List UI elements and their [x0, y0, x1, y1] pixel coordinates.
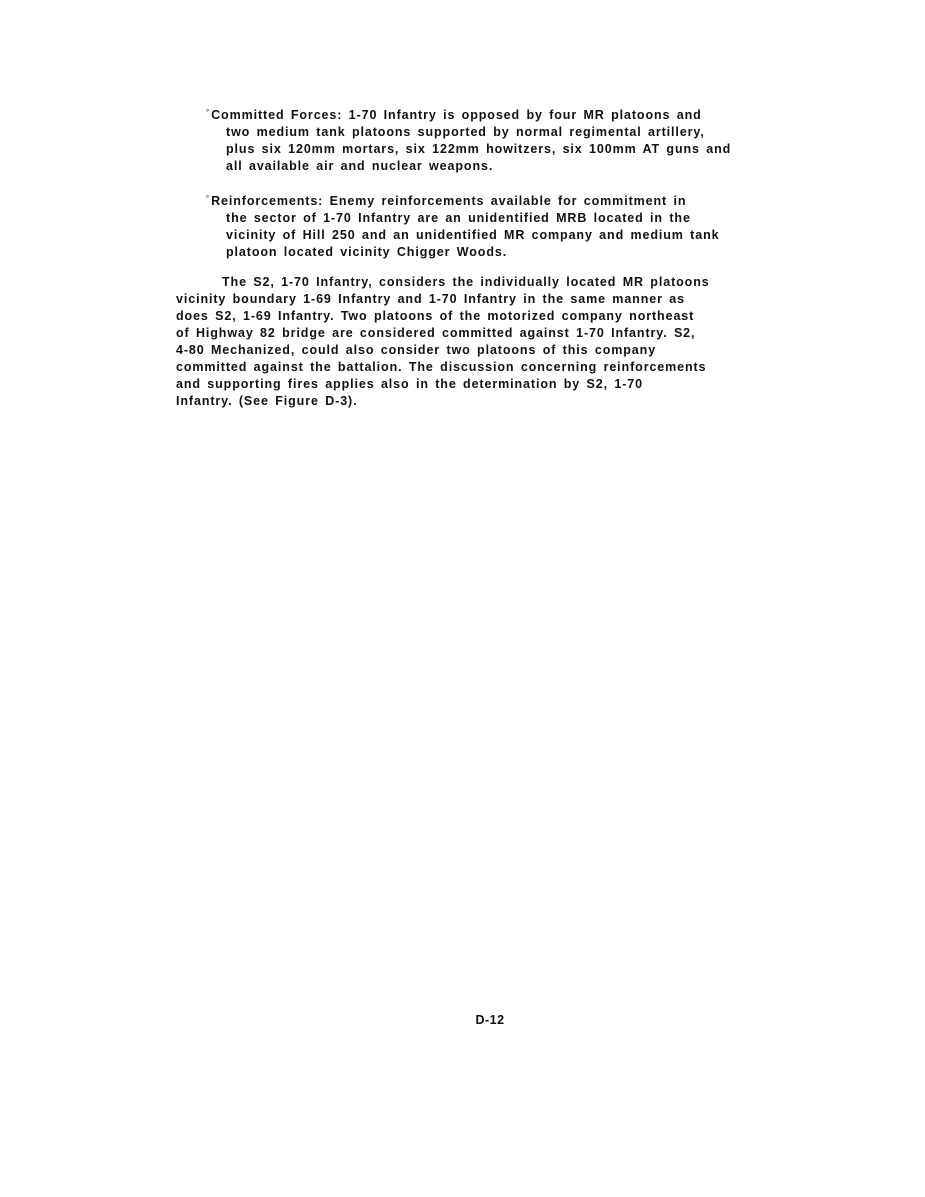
- paragraph-line: vicinity boundary 1-69 Infantry and 1-70 Infantry in the same manner as: [176, 292, 685, 306]
- bullet-reinforcements: [206, 190, 786, 261]
- paragraph-line: Infantry. (See Figure D-3).: [176, 394, 358, 408]
- degree-marker: °: [206, 194, 211, 203]
- paragraph-line: of Highway 82 bridge are considered committed against 1-70 Infantry. S2,: [176, 326, 696, 340]
- bullet-text: Committed Forces: 1-70 Infantry is opposed by four MR platoons and: [211, 108, 702, 122]
- bullet-line: two medium tank platoons supported by normal regimental artillery,: [226, 125, 705, 139]
- paragraph-line: 4-80 Mechanized, could also consider two platoons of this company: [176, 343, 657, 357]
- bullet-line: [206, 190, 786, 210]
- degree-marker: °: [206, 108, 211, 117]
- bullet-line: [206, 104, 786, 124]
- body-paragraph: [176, 274, 796, 410]
- bullet-line: all available air and nuclear weapons.: [226, 159, 494, 173]
- bullet-text: Reinforcements: Enemy reinforcements available for commitment in: [211, 194, 687, 208]
- bullet-line: plus six 120mm mortars, six 122mm howitzers, six 100mm AT guns and: [226, 142, 732, 156]
- paragraph-line: does S2, 1-69 Infantry. Two platoons of the motorized company northeast: [176, 309, 695, 323]
- bullet-committed-forces: [206, 104, 786, 175]
- paragraph-line: The S2, 1-70 Infantry, considers the individually located MR platoons: [222, 275, 710, 289]
- bullet-line: platoon located vicinity Chigger Woods.: [226, 245, 508, 259]
- bullet-line: vicinity of Hill 250 and an unidentified MR company and medium tank: [226, 228, 720, 242]
- paragraph-line: and supporting fires applies also in the determination by S2, 1-70: [176, 377, 643, 391]
- bullet-line: the sector of 1-70 Infantry are an unidentified MRB located in the: [226, 211, 691, 225]
- paragraph-line: committed against the battalion. The discussion concerning reinforcements: [176, 360, 707, 374]
- page-number: D-12: [475, 1013, 505, 1027]
